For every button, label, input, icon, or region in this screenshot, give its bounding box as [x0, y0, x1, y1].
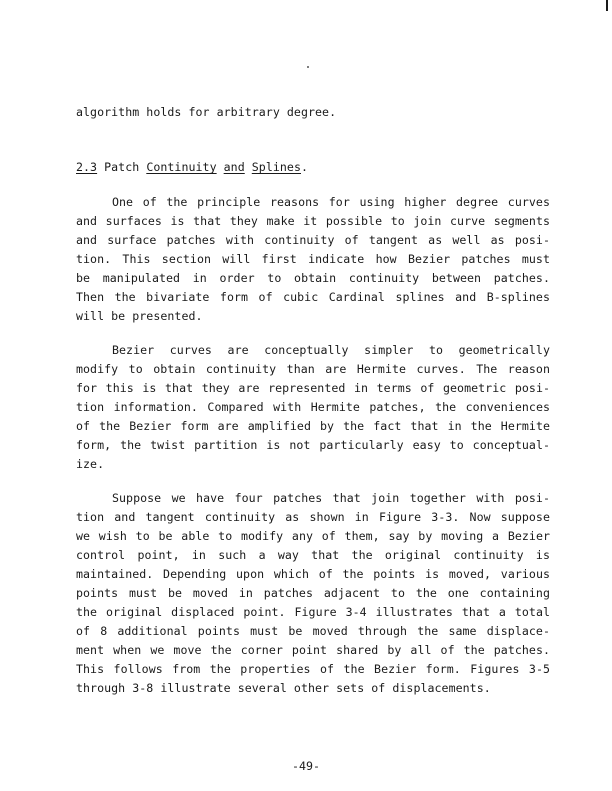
- paragraph-line: maintained. Depending upon which of the points is moved, various: [76, 567, 550, 581]
- page-number: -49-: [292, 759, 320, 773]
- section-number: 2.3: [76, 160, 98, 174]
- paragraph-line: tion information. Compared with Hermite patches, the conveniences: [76, 400, 550, 414]
- paragraph-line: ize.: [76, 457, 105, 471]
- section-title-word-2: Continuity: [146, 160, 217, 174]
- paragraph-line: One of the principle reasons for using higher degree curves: [112, 195, 550, 209]
- section-title-word-4: Splines: [251, 160, 301, 174]
- scan-speck: [307, 66, 309, 68]
- paragraph-line: control point, in such a way that the original continuity is: [76, 548, 550, 562]
- paragraph-line: modify to obtain continuity than are Hermite curves. The reason: [76, 362, 550, 376]
- paragraph-line: for this is that they are represented in terms of geometric posi-: [76, 381, 550, 395]
- paragraph-line: and surface patches with continuity of tangent as well as posi-: [76, 233, 550, 247]
- paragraph-line: ment when we move the corner point shared by all of the patches.: [76, 643, 550, 657]
- section-title-word-3: and: [223, 160, 245, 174]
- section-heading: [76, 160, 550, 174]
- paragraph-line: the original displaced point. Figure 3-4 illustrates that a total: [76, 605, 550, 619]
- paragraph-line: Bezier curves are conceptually simpler to geometrically: [112, 343, 550, 357]
- paragraph-line: we wish to be able to modify any of them, say by moving a Bezier: [76, 529, 550, 543]
- paragraph-line: tion and tangent continuity as shown in Figure 3-3. Now suppose: [76, 510, 550, 524]
- paragraph-line: be manipulated in order to obtain continuity between patches.: [76, 271, 550, 285]
- paragraph-line: through 3-8 illustrate several other sets of displacements.: [76, 681, 491, 695]
- paragraph-line: Suppose we have four patches that join together with posi-: [112, 491, 550, 505]
- paragraph-line: of 8 additional points must be moved through the same displace-: [76, 624, 550, 638]
- paragraph-line: and surfaces is that they make it possible to join curve segments: [76, 214, 550, 228]
- paragraph-line: Then the bivariate form of cubic Cardinal splines and B-splines: [76, 290, 550, 304]
- paragraph-line: form, the twist partition is not particularly easy to conceptual-: [76, 438, 550, 452]
- paragraph-line: This follows from the properties of the Bezier form. Figures 3-5: [76, 662, 550, 676]
- section-title-period: .: [301, 160, 309, 174]
- paragraph-line: points must be moved in patches adjacent to the one containing: [76, 586, 550, 600]
- paragraph-line: tion. This section will first indicate how Bezier patches must: [76, 252, 550, 266]
- paragraph-line: of the Bezier form are amplified by the fact that in the Hermite: [76, 419, 550, 433]
- section-title-word-1: Patch: [104, 160, 140, 174]
- scan-edge-mark: [606, 0, 608, 11]
- paragraph-line: will be presented.: [76, 309, 203, 323]
- opening-line: algorithm holds for arbitrary degree.: [76, 105, 337, 119]
